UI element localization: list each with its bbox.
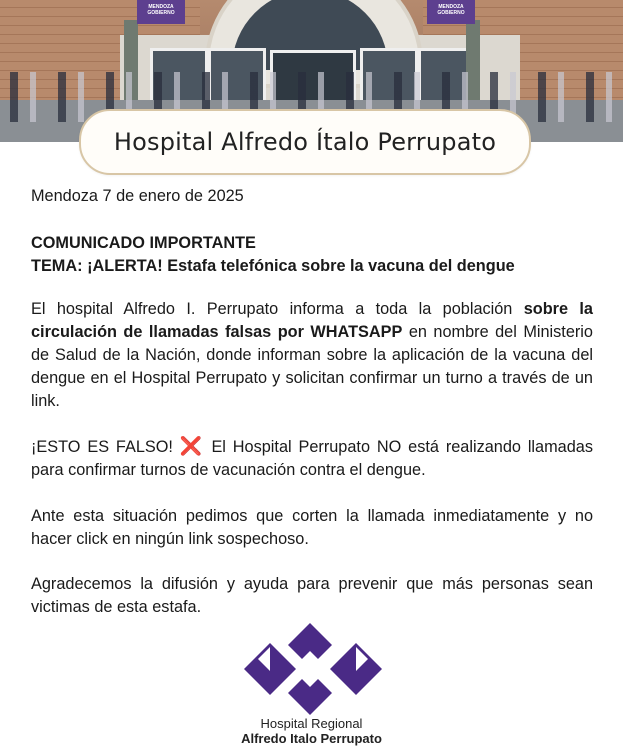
p2-text-a: ¡ESTO ES FALSO!: [31, 438, 180, 456]
government-sign-left: MENDOZA GOBIERNO: [137, 0, 185, 24]
paragraph-1: [31, 298, 593, 413]
cross-mark-icon: ❌: [179, 436, 205, 456]
p1-bold: sobre la circulación de llamadas falsas por WHATSAPP: [31, 300, 593, 341]
letter-heading: [31, 232, 593, 278]
p1-text-b: en nombre del Ministerio de Salud de la Nación, donde informan sobre la aplicación de la vacuna del dengue en el Hospital Perrupato y solicitan confirmar un turno a través de un link.: [31, 323, 593, 410]
p2-text-b: El Hospital Perrupato NO está realizando llamadas para confirmar turnos de vacunación contra el dengue.: [31, 438, 593, 479]
paragraph-2: [31, 435, 593, 482]
government-sign-right: MENDOZA GOBIERNO: [427, 0, 475, 24]
p1-text-a: El hospital Alfredo I. Perrupato informa a toda la población: [31, 300, 524, 318]
paragraph-3: Ante esta situación pedimos que corten la llamada inmediatamente y no hacer click en ningún link sospechoso.: [31, 507, 593, 548]
logo-caption-line-1: Hospital Regional: [260, 716, 363, 731]
page-title: Hospital Alfredo Ítalo Perrupato: [113, 128, 497, 156]
heading-line-1: COMUNICADO IMPORTANTE: [31, 234, 256, 252]
heading-line-2: TEMA: ¡ALERTA! Estafa telefónica sobre la vacuna del dengue: [31, 257, 515, 275]
title-banner: [79, 109, 531, 175]
letter-date: Mendoza 7 de enero de 2025: [31, 187, 244, 205]
hospital-logo-icon: [240, 623, 386, 715]
logo-caption-line-2: Alfredo Italo Perrupato: [241, 731, 382, 746]
paragraph-4: Agradecemos la difusión y ayuda para prevenir que más personas sean victimas de esta estafa.: [31, 575, 593, 616]
